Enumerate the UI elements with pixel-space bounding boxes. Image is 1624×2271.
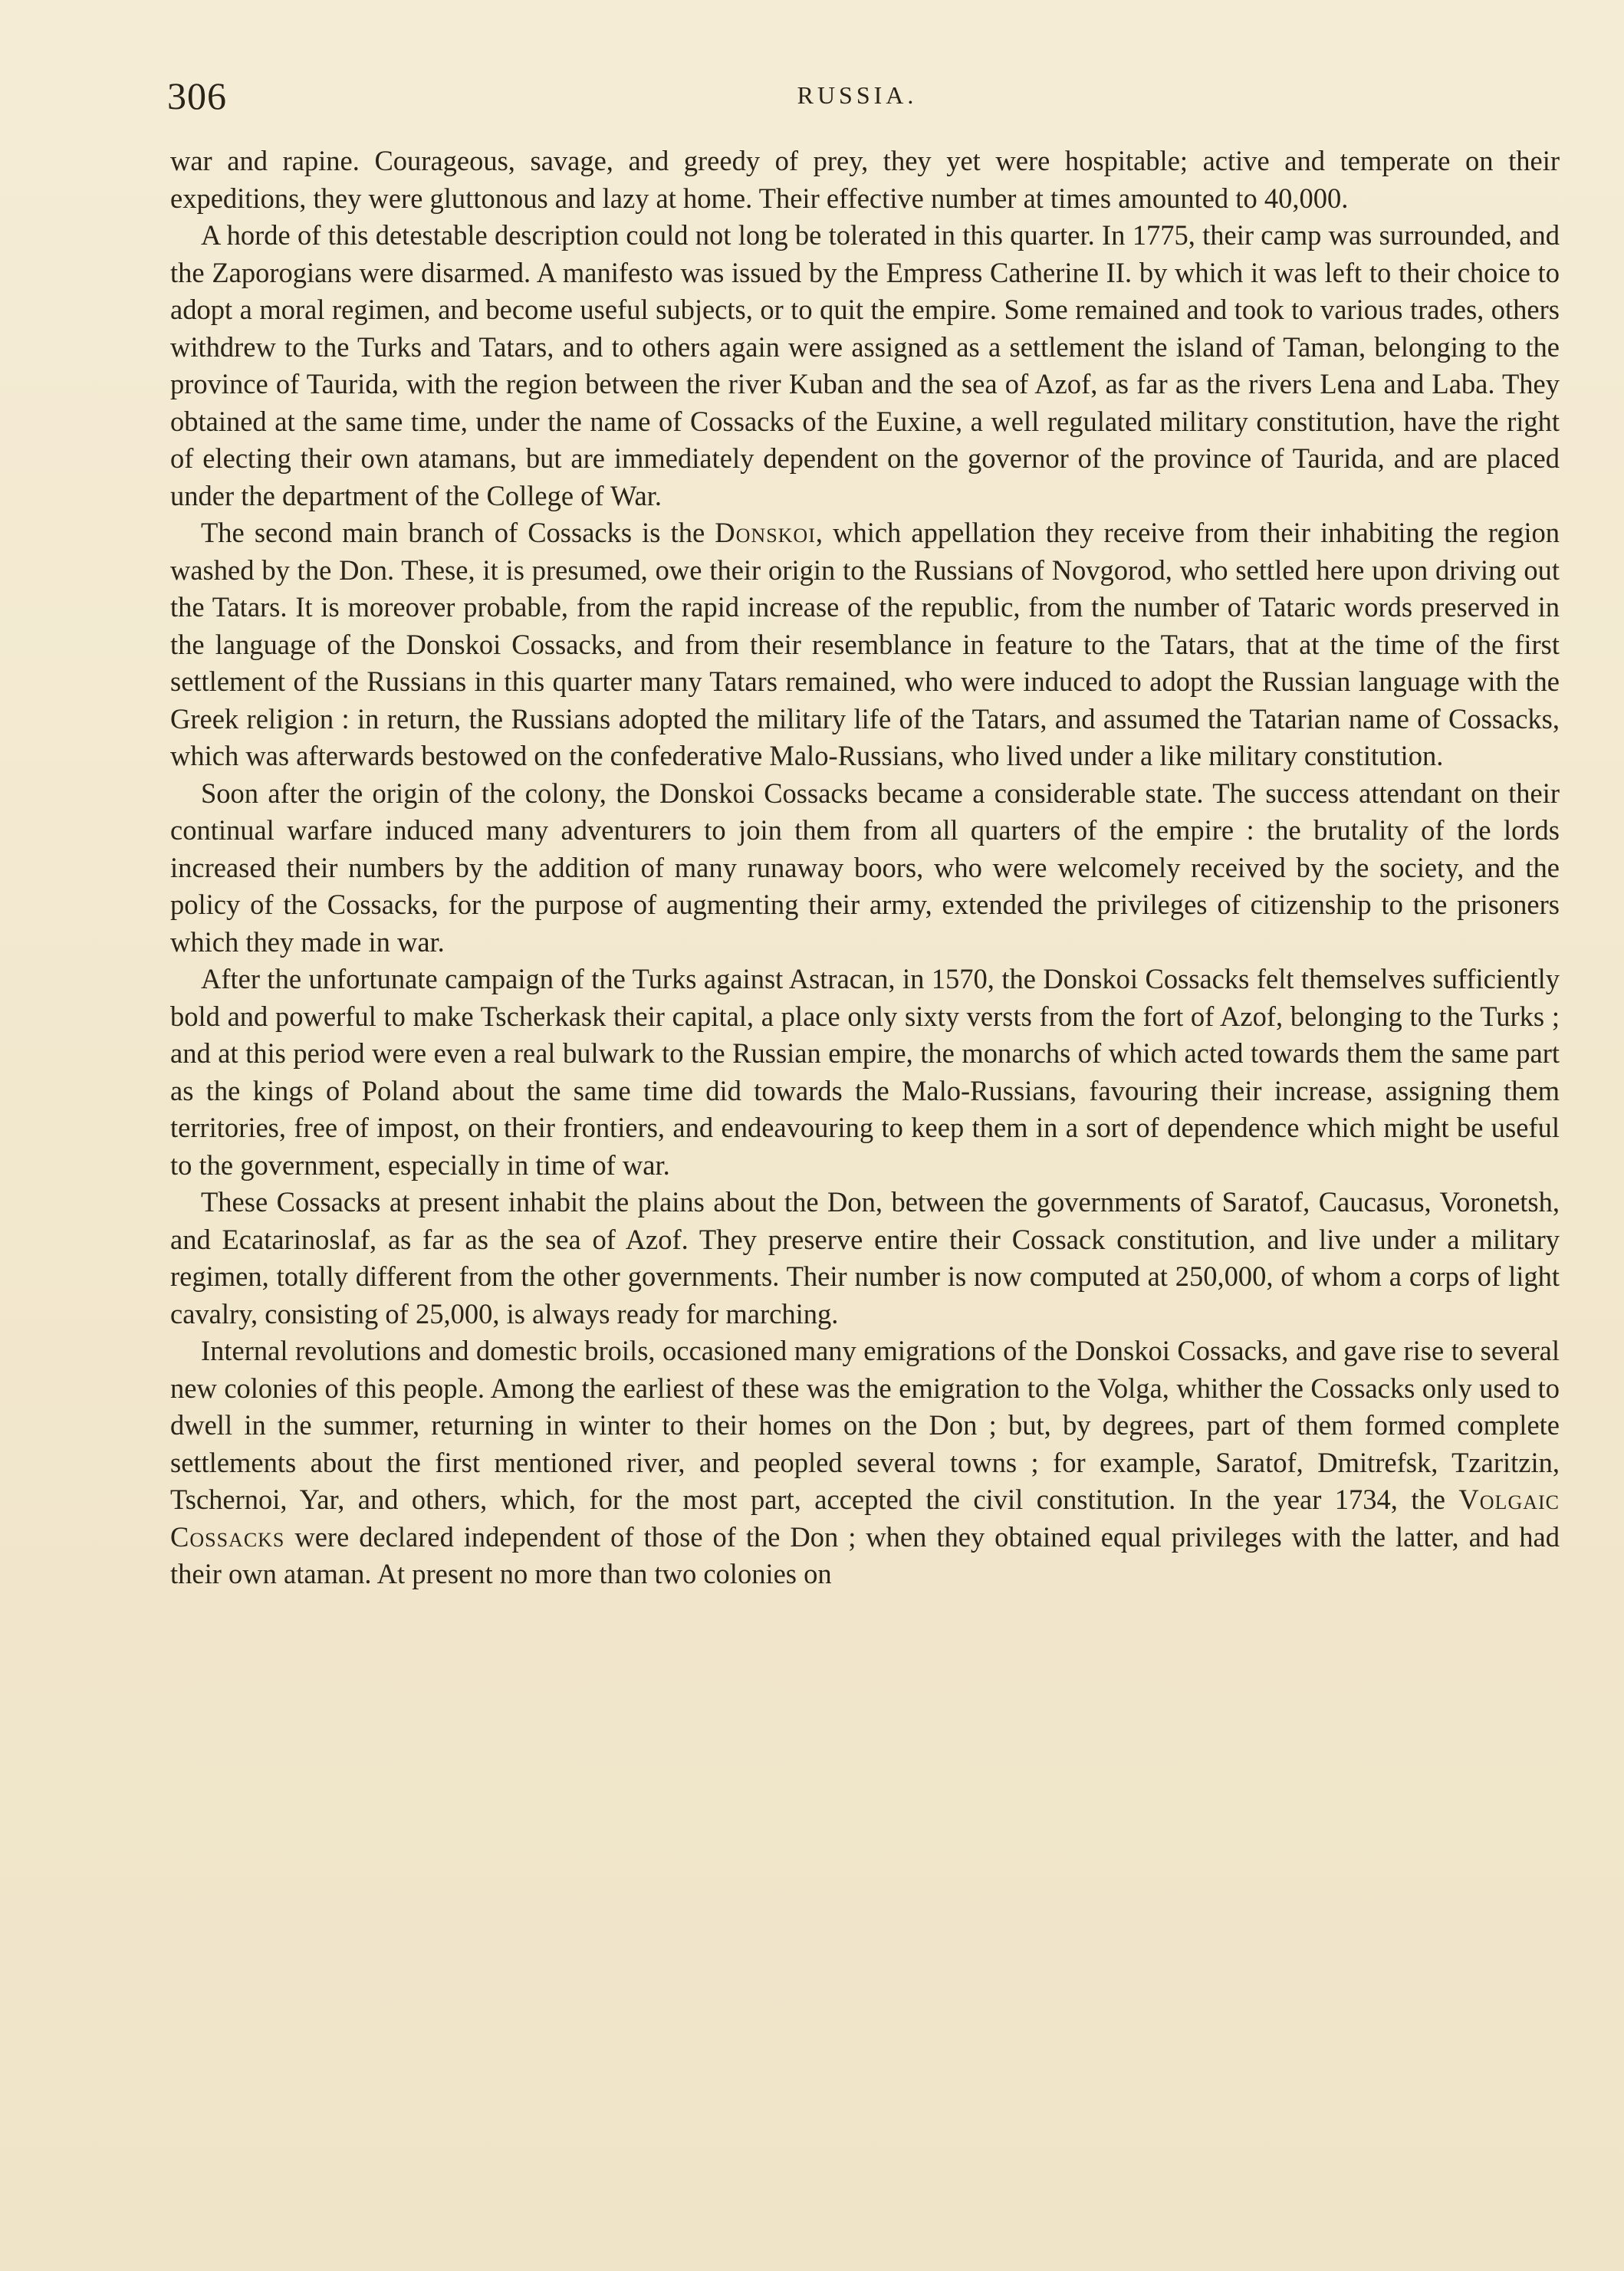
paragraph <box>170 217 1560 514</box>
paragraph <box>170 961 1560 1184</box>
text-segment: , which appellation they receive from their inhabiting the region washed by the Don. These, it is presumed, owe their origin to the Russians of Novgorod, who settled here upon driving out the Tatars. It is moreover probable, from the rapid increase of the republic, from the number of Tataric words preserved in the language of the Donskoi Cossacks, and from their resemblance in feature to the Tatars, that at the time of the first settlement of the Russians in this quarter many Tatars remained, who were induced to adopt the Russian language with the Greek religion : in return, the Russians adopted the military life of the Tatars, and assumed the Tatarian name of Cossacks, which was afterwards bestowed on the confederative Malo-Russians, who lived under a like military constitution. <box>170 517 1560 771</box>
page-number: 306 <box>167 74 227 117</box>
paragraph <box>170 1184 1560 1333</box>
text-segment: After the unfortunate campaign of the Turks against Astracan, in 1570, the Donskoi Cossacks felt themselves sufficiently bold and powerful to make Tscherkask their capital, a place only sixty versts from the fort of Azof, belonging to the Turks ; and at this period were even a real bulwark to the Russian empire, the monarchs of which acted towards them the same part as the kings of Poland about the same time did towards the Malo-Russians, favouring their increase, assigning them territories, free of impost, on their frontiers, and endeavouring to keep them in a sort of dependence which might be useful to the government, especially in time of war. <box>170 963 1560 1181</box>
text-segment: The second main branch of Cossacks is the <box>201 517 715 548</box>
text-segment: A horde of this detestable description could not long be tolerated in this quarter. In 1775, their camp was surrounded, and the Zaporogians were disarmed. A manifesto was issued by the Empress Catherine II. by which it was left to their choice to adopt a moral regimen, and become useful subjects, or to quit the empire. Some remained and took to various trades, others withdrew to the Turks and Tatars, and to others again were assigned as a settlement the island of Taman, belonging to the province of Taurida, with the region between the river Kuban and the sea of Azof, as far as the rivers Lena and Laba. They obtained at the same time, under the name of Cossacks of the Euxine, a well regulated military constitution, have the right of electing their own atamans, but are immediately dependent on the governor of the province of Taurida, and are placed under the department of the College of War. <box>170 219 1560 511</box>
small-caps-term: Donskoi <box>715 517 816 548</box>
paragraph <box>170 143 1560 217</box>
text-segment: Internal revolutions and domestic broils, occasioned many emigrations of the Donskoi Cossacks, and gave rise to several new colonies of this people. Among the earliest of these was the emigration to the Volga, whither the Cossacks only used to dwell in the summer, returning in winter to their homes on the Don ; but, by degrees, part of them formed complete settlements about the first mentioned river, and peopled several towns ; for example, Saratof, Dmitrefsk, Tzaritzin, Tschernoi, Yar, and others, which, for the most part, accepted the civil constitution. In the year 1734, the <box>170 1335 1560 1515</box>
page-header <box>167 74 1547 120</box>
running-title: RUSSIA. <box>797 81 918 109</box>
text-segment: were declared independent of those of the Don ; when they obtained equal privileges with the latter, and had their own ataman. At present no more than two colonies on <box>170 1520 1560 1589</box>
body-text <box>170 143 1560 1593</box>
paragraph <box>170 1333 1560 1593</box>
text-segment: These Cossacks at present inhabit the plains about the Don, between the governments of Saratof, Caucasus, Voronetsh, and Ecatarinoslaf, as far as the sea of Azof. They preserve entire their Cossack constitution, and live under a military regimen, totally different from the other governments. Their number is now computed at 250,000, of whom a corps of light cavalry, consisting of 25,000, is always ready for marching. <box>170 1186 1560 1329</box>
text-segment: Soon after the origin of the colony, the Donskoi Cossacks became a considerable state. The success attendant on their continual warfare induced many adventurers to join them from all quarters of the empire : the brutality of the lords increased their numbers by the addition of many runaway boors, who were welcomely received by the society, and the policy of the Cossacks, for the purpose of augmenting their army, extended the privileges of citizenship to the prisoners which they made in war. <box>170 777 1560 958</box>
paragraph <box>170 514 1560 775</box>
small-caps-term: Volgaic Cossacks <box>170 1484 1560 1553</box>
text-segment: war and rapine. Courageous, savage, and greedy of prey, they yet were hospitable; active and temperate on their expeditions, they were gluttonous and lazy at home. Their effective number at times amounted to 40,000. <box>170 145 1560 214</box>
paragraph <box>170 775 1560 961</box>
